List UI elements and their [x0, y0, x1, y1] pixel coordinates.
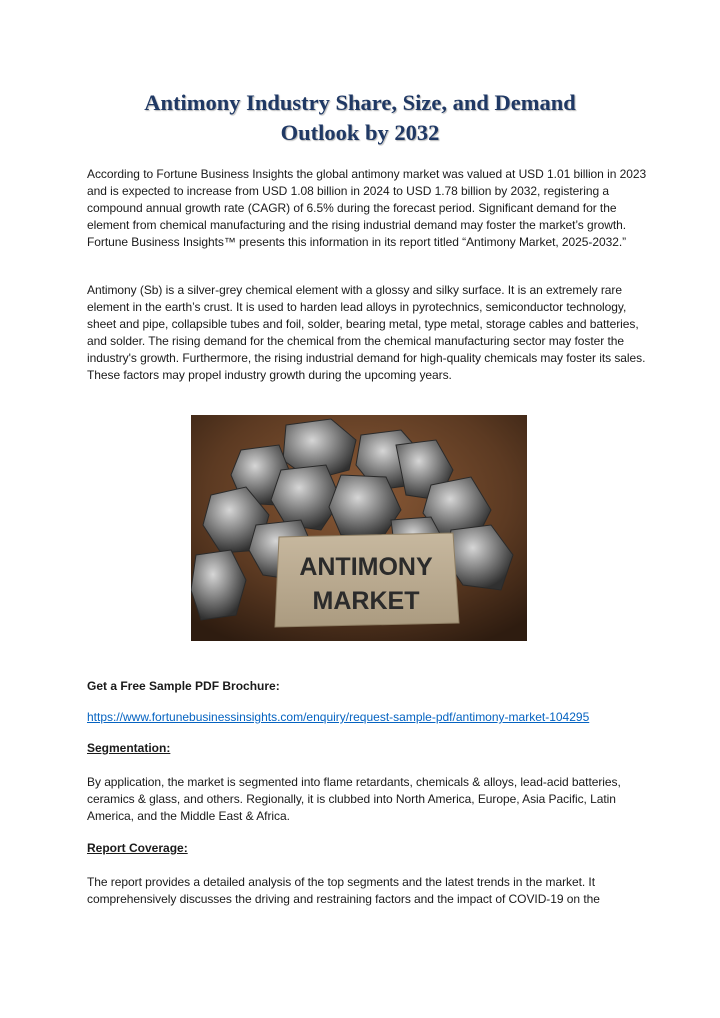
antimony-market-photo [191, 415, 527, 641]
segmentation-heading: Segmentation: [87, 741, 171, 755]
segmentation-paragraph: By application, the market is segmented into flame retardants, chemicals & alloys, lead-acid batteries, ceramics & glass, and others. Regionally, it is clubbed into North America, Europe, Asia Pacific, Latin America, and the Middle East & Africa. [87, 775, 621, 823]
intro-paragraph: According to Fortune Business Insights the global antimony market was valued at USD 1.01 billion in 2023 and is expected to increase from USD 1.08 billion in 2024 to USD 1.78 billion by 2032, registering a compound annual growth rate (CAGR) of 6.5% during the forecast period. Significant demand for the element from chemical manufacturing and the rising industrial demand may foster the market’s growth. Fortune Business Insights™ presents this information in its report titled “Antimony Market, 2025-2032.” [87, 167, 647, 249]
sign-line-2: MARKET [312, 587, 420, 615]
title-line-2: Outlook by 2032 [280, 120, 440, 145]
sign-line-1: ANTIMONY [299, 553, 433, 581]
coverage-heading: Report Coverage: [87, 841, 188, 855]
overview-paragraph: Antimony (Sb) is a silver-grey chemical element with a glossy and silky surface. It is an extremely rare element in the earth’s crust. It is used to harden lead alloys in pyrotechnics, semiconductor technology, sheet and pipe, collapsible tubes and foil, solder, bearing metal, type metal, storage cables and batteries, and solder. The rising demand for the chemical from the chemical manufacturing sector may foster the industry's growth. Furthermore, the rising industrial demand for high-quality chemicals may foster its sales. These factors may propel industry growth during the upcoming years. [87, 283, 646, 382]
brochure-heading: Get a Free Sample PDF Brochure: [87, 679, 280, 693]
coverage-paragraph: The report provides a detailed analysis of the top segments and the latest trends in the market. It comprehensively discusses the driving and restraining factors and the impact of COVID-19 on the [87, 875, 600, 906]
title-line-1: Antimony Industry Share, Size, and Demand [144, 90, 576, 115]
brochure-link[interactable]: https://www.fortunebusinessinsights.com/enquiry/request-sample-pdf/antimony-market-104295 [87, 710, 590, 724]
page-title [80, 88, 640, 148]
sign-card [275, 533, 459, 627]
